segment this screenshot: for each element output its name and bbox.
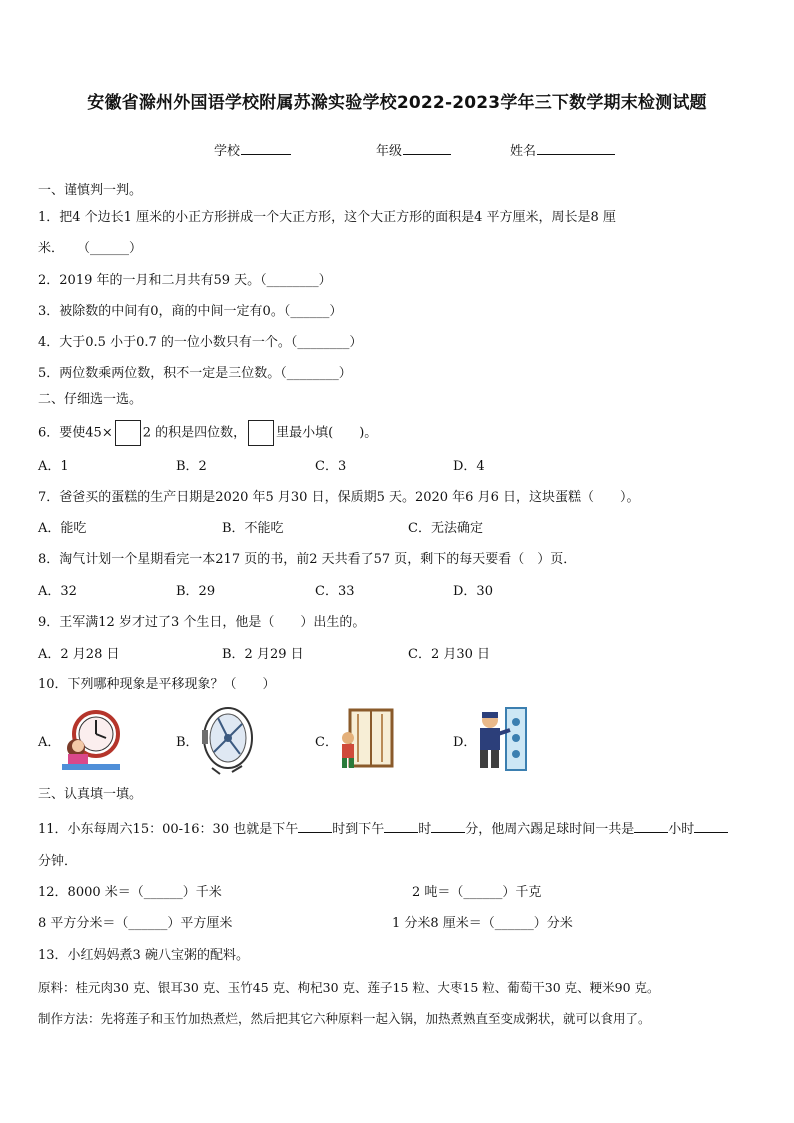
q11-text-1: 11．小东每周六15：00-16：30 也就是下午 xyxy=(38,822,299,837)
grade-blank[interactable] xyxy=(403,140,451,155)
answer-box-2[interactable] xyxy=(248,420,274,446)
page-title: 安徽省滁州外国语学校附属苏滁实验学校2022-2023学年三下数学期末检测试题 xyxy=(87,93,707,113)
q11-text-4: 分，他周六踢足球时间一共是 xyxy=(465,822,635,837)
q6-option-d[interactable]: D．4 xyxy=(453,459,485,474)
q11-blank-3[interactable] xyxy=(431,818,465,833)
q11-text-2: 时到下午 xyxy=(332,822,385,837)
question-9: 9．王军满12 岁才过了3 个生日，他是（ ）出生的。 xyxy=(38,615,366,630)
question-7: 7．爸爸买的蛋糕的生产日期是2020 年5 月30 日，保质期5 天。2020 年6 月6 日，这块蛋糕（ ）。 xyxy=(38,490,640,505)
school-field[interactable] xyxy=(214,140,291,159)
question-13-ingredients: 原料：桂元肉30 克、银耳30 克、玉竹45 克、枸杞30 克、莲子15 粒、大枣15 粒、葡萄干30 克、粳米90 克。 xyxy=(38,980,660,995)
screw-turn-picture xyxy=(476,706,532,772)
section-1-heading: 一、谨慎判一判。 xyxy=(38,183,143,198)
student-info-row xyxy=(0,140,794,160)
question-13-method: 制作方法：先将莲子和玉竹加热煮烂，然后把其它六种原料一起入锅，加热煮熟直至变成粥状，就可以食用了。 xyxy=(38,1011,651,1026)
q6-option-b[interactable]: B．2 xyxy=(176,459,207,474)
name-field[interactable] xyxy=(510,140,615,159)
name-label: 姓名 xyxy=(510,144,537,159)
q6-option-a[interactable]: A．1 xyxy=(38,459,69,474)
q8-option-b[interactable]: B．29 xyxy=(176,584,216,599)
q9-option-b[interactable]: B．2 月29 日 xyxy=(222,647,304,662)
question-12-a[interactable]: 12．8000 米＝（______）千米 xyxy=(38,885,222,900)
q11-blank-2[interactable] xyxy=(384,818,418,833)
question-6-prefix: 6．要使45× xyxy=(38,425,113,441)
question-5[interactable]: 5．两位数乘两位数，积不一定是三位数。（________） xyxy=(38,366,352,381)
section-2-heading: 二、仔细选一选。 xyxy=(38,392,143,407)
question-11-line-1 xyxy=(38,818,728,839)
q7-option-a[interactable]: A．能吃 xyxy=(38,521,87,536)
question-1-line-1: 1．把4 个边长1 厘米的小正方形拼成一个大正方形，这个大正方形的面积是4 平方厘米，周长是8 厘 xyxy=(38,210,616,225)
q8-option-d[interactable]: D．30 xyxy=(453,584,493,599)
q7-option-c[interactable]: C．无法确定 xyxy=(408,521,483,536)
question-2[interactable]: 2．2019 年的一月和二月共有59 天。（________） xyxy=(38,273,332,288)
grade-label: 年级 xyxy=(376,144,403,159)
q11-blank-5[interactable] xyxy=(694,818,728,833)
section-3-heading: 三、认真填一填。 xyxy=(38,787,143,802)
name-blank[interactable] xyxy=(537,140,615,155)
q10-option-a[interactable]: A． xyxy=(38,735,61,750)
q9-option-c[interactable]: C．2 月30 日 xyxy=(408,647,491,662)
question-3[interactable]: 3．被除数的中间有0，商的中间一定有0。（______） xyxy=(38,304,343,319)
question-12-c[interactable]: 8 平方分米＝（______）平方厘米 xyxy=(38,916,233,931)
q6-option-c[interactable]: C．3 xyxy=(315,459,347,474)
window-push-picture xyxy=(336,708,394,770)
q10-option-c[interactable]: C． xyxy=(315,735,338,750)
question-11-line-2: 分钟． xyxy=(38,854,78,869)
question-6-suffix: 里最小填( )。 xyxy=(276,425,378,441)
question-6-middle: 2 的积是四位数， xyxy=(142,425,247,441)
question-1-line-2[interactable]: 米． （______） xyxy=(38,241,143,256)
question-6 xyxy=(38,420,377,446)
answer-box-1[interactable] xyxy=(115,420,141,446)
question-12-d[interactable]: 1 分米8 厘米＝（______）分米 xyxy=(392,916,573,931)
grade-field[interactable] xyxy=(376,140,451,159)
question-8: 8．淘气计划一个星期看完一本217 页的书，前2 天共看了57 页，剩下的每天要看（ ）页． xyxy=(38,552,577,567)
school-blank[interactable] xyxy=(241,140,291,155)
q9-option-a[interactable]: A．2 月28 日 xyxy=(38,647,120,662)
question-13: 13．小红妈妈煮3 碗八宝粥的配料。 xyxy=(38,948,249,963)
q8-option-a[interactable]: A．32 xyxy=(38,584,77,599)
question-4[interactable]: 4．大于0.5 小于0.7 的一位小数只有一个。（________） xyxy=(38,335,363,350)
q10-option-d[interactable]: D． xyxy=(453,735,477,750)
q11-text-3: 时 xyxy=(418,822,432,837)
q11-blank-1[interactable] xyxy=(298,818,332,833)
q7-option-b[interactable]: B．不能吃 xyxy=(222,521,284,536)
question-12-b[interactable]: 2 吨＝（______）千克 xyxy=(412,885,542,900)
fan-picture xyxy=(198,702,254,776)
q10-option-b[interactable]: B． xyxy=(176,735,199,750)
clock-hand-picture xyxy=(62,706,120,770)
school-label: 学校 xyxy=(214,144,241,159)
q11-blank-4[interactable] xyxy=(634,818,668,833)
q11-text-5: 小时 xyxy=(668,822,695,837)
q8-option-c[interactable]: C．33 xyxy=(315,584,355,599)
question-10: 10．下列哪种现象是平移现象？（ ） xyxy=(38,677,276,692)
